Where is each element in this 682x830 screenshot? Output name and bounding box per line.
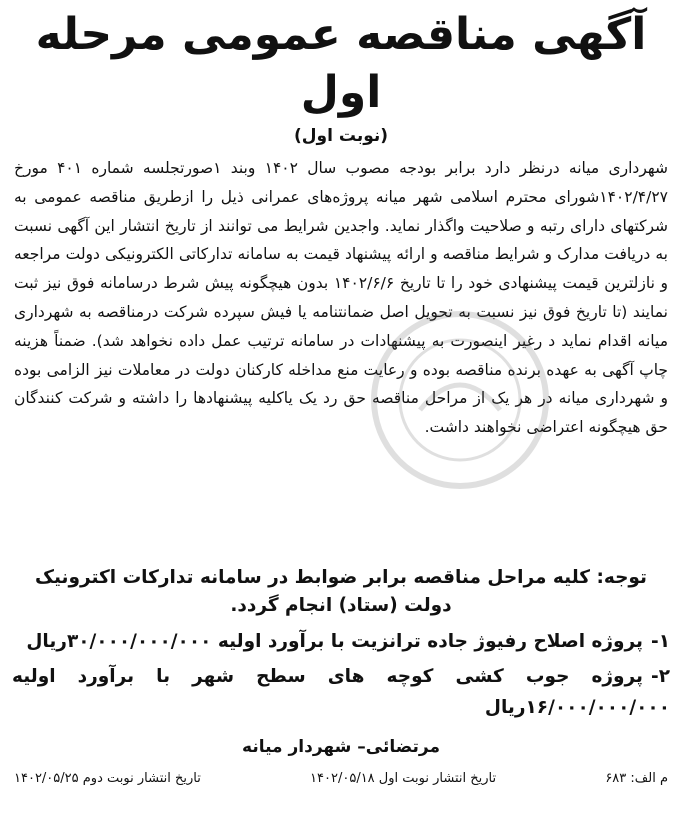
signature: مرتضائی– شهردار میانه: [242, 737, 440, 757]
project-item: [12, 661, 670, 723]
project-text: پروژه اصلاح رفیوژ جاده ترانزیت با برآورد اولیه ۳۰/۰۰۰/۰۰۰/۰۰۰ریال: [26, 631, 644, 652]
first-publish-date: تاریخ انتشار نوبت اول ۱۴۰۲/۰۵/۱۸: [310, 771, 497, 786]
project-text: پروژه جوب کشی کوچه های سطح شهر با برآورد اولیه ۱۶/۰۰۰/۰۰۰/۰۰۰ریال: [12, 666, 670, 718]
notice-note: توجه: کلیه مراحل مناقصه برابر ضوابط در سامانه تدارکات اکترونیک دولت (ستاد) انجام گردد.: [35, 567, 647, 616]
project-number: ۱-: [651, 631, 670, 652]
notice-subtitle: (نوبت اول): [293, 126, 389, 146]
second-publish-date: تاریخ انتشار نوبت دوم ۱۴۰۲/۰۵/۲۵: [14, 771, 201, 786]
project-item: [12, 626, 670, 657]
notice-body: شهرداری میانه درنظر دارد برابر بودجه مصوب سال ۱۴۰۲ وبند ۱صورتجلسه شماره ۴۰۱ مورخ ۱۴۰۲/۴/۲۷شورای محترم اسلامی شهر میانه پروژه‌های عمرانی ذیل را ازطریق مناقصه عمومی به شرکتهای دارای رتبه و صلاحیت واگذار نماید. واجدین شرایط می توانند از تاریخ انتشار این آگهی نسبت به دریافت مدارک و شرایط مناقصه و ارائه پیشنهاد قیمت به سامانه تدارکاتی الکترونیکی دولت مراجعه و نازلترین قیمت پیشنهادی خود را تا تاریخ ۱۴۰۲/۶/۶ بدون هیچگونه پیش شرط درسامانه فوق نیز ثبت نمایند (تا تاریخ فوق نیز نسبت به تحویل اصل ضمانتنامه یا فیش سپرده شرکت درمناقصه به شهرداری میانه اقدام نماید د رغیر اینصورت به پیشنهادات در سامانه ترتیب عمل داده نخواهد شد). ضمناً هزینه چاپ آگهی به عهده برنده مناقصه بوده و رعایت منع مداخله کارکنان دولت در معاملات نیز الزامی بوده و شهرداری میانه در هر یک از مراحل مناقصه حق رد یک یاکلیه پیشنهادها را داشته و شرکت کنندگان حق هیچگونه اعتراضی نخواهند داشت.: [14, 159, 669, 437]
notice-code: م الف: ۶۸۳: [605, 771, 668, 786]
notice-footer: [12, 769, 670, 789]
project-number: ۲-: [651, 666, 670, 687]
notice-title: آگهی مناقصه عمومی مرحله اول: [35, 9, 647, 118]
